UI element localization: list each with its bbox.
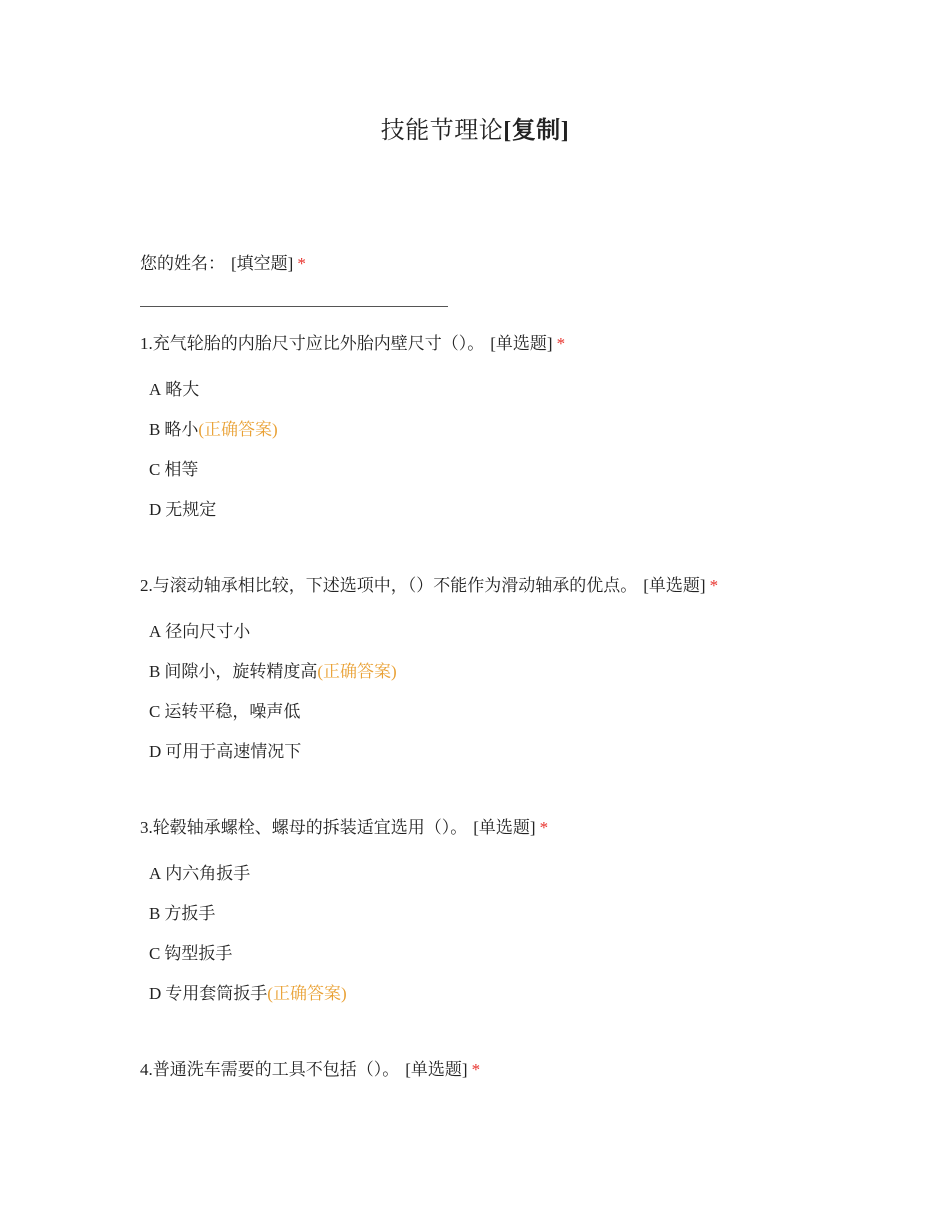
correct-answer-label: (正确答案) <box>198 420 278 439</box>
question-text: 2.与滚动轴承相比较，下述选项中，（）不能作为滑动轴承的优点。 <box>140 576 638 595</box>
question-1 <box>140 332 565 538</box>
page-title-suffix: [复制] <box>503 118 570 144</box>
question-4-title <box>140 1058 480 1082</box>
required-mark: * <box>471 1060 481 1079</box>
correct-answer-label: (正确答案) <box>267 984 347 1003</box>
question-3 <box>140 816 548 1022</box>
question-2-title <box>140 574 718 598</box>
question-1-title <box>140 332 565 356</box>
option-text: 略小 <box>164 420 199 439</box>
required-mark: * <box>539 818 549 837</box>
option-letter: D <box>149 742 162 761</box>
option-text: 径向尺寸小 <box>165 622 251 641</box>
option-c[interactable] <box>149 942 548 982</box>
option-text: 专用套筒扳手 <box>165 984 268 1003</box>
question-type: [单选题] <box>490 334 553 353</box>
question-text: 1.充气轮胎的内胎尺寸应比外胎内壁尺寸（）。 <box>140 334 485 353</box>
option-letter: A <box>149 380 162 399</box>
option-letter: D <box>149 984 162 1003</box>
option-text: 内六角扳手 <box>165 864 251 883</box>
option-c[interactable] <box>149 700 718 740</box>
option-b[interactable] <box>149 902 548 942</box>
required-mark: * <box>709 576 719 595</box>
option-letter: B <box>149 662 161 681</box>
option-d[interactable] <box>149 498 565 538</box>
option-a[interactable] <box>149 862 548 902</box>
option-c[interactable] <box>149 458 565 498</box>
option-text: 方扳手 <box>164 904 216 923</box>
option-text: 可用于高速情况下 <box>165 742 302 761</box>
option-letter: C <box>149 944 161 963</box>
option-d[interactable] <box>149 740 718 780</box>
option-text: 略大 <box>165 380 200 399</box>
option-b[interactable] <box>149 418 565 458</box>
question-2-options <box>140 620 718 780</box>
option-letter: B <box>149 904 161 923</box>
option-text: 运转平稳，噪声低 <box>164 702 301 721</box>
option-text: 钩型扳手 <box>164 944 233 963</box>
option-letter: B <box>149 420 161 439</box>
name-question-text: 您的姓名： <box>140 254 225 273</box>
option-b[interactable] <box>149 660 718 700</box>
question-1-options <box>140 378 565 538</box>
option-letter: C <box>149 702 161 721</box>
option-a[interactable] <box>149 620 718 660</box>
question-text: 4.普通洗车需要的工具不包括（）。 <box>140 1060 400 1079</box>
question-type: [单选题] <box>405 1060 468 1079</box>
question-3-title <box>140 816 548 840</box>
option-text: 间隙小，旋转精度高 <box>164 662 318 681</box>
question-type: [单选题] <box>643 576 706 595</box>
option-letter: D <box>149 500 162 519</box>
question-4 <box>140 1058 480 1082</box>
page-title-main: 技能节理论 <box>380 118 504 144</box>
question-3-options <box>140 862 548 1022</box>
question-2 <box>140 574 718 780</box>
required-mark: * <box>556 334 566 353</box>
name-question-type: [填空题] <box>231 254 294 273</box>
option-letter: A <box>149 622 162 641</box>
name-answer-line[interactable] <box>140 306 448 307</box>
option-a[interactable] <box>149 378 565 418</box>
name-question <box>140 252 306 276</box>
option-letter: C <box>149 460 161 479</box>
page-title <box>0 110 950 145</box>
question-text: 3.轮毂轴承螺栓、螺母的拆装适宜选用（）。 <box>140 818 468 837</box>
option-text: 无规定 <box>165 500 217 519</box>
option-d[interactable] <box>149 982 548 1022</box>
question-type: [单选题] <box>473 818 536 837</box>
required-mark: * <box>297 254 306 273</box>
correct-answer-label: (正确答案) <box>317 662 397 681</box>
option-letter: A <box>149 864 162 883</box>
option-text: 相等 <box>164 460 199 479</box>
